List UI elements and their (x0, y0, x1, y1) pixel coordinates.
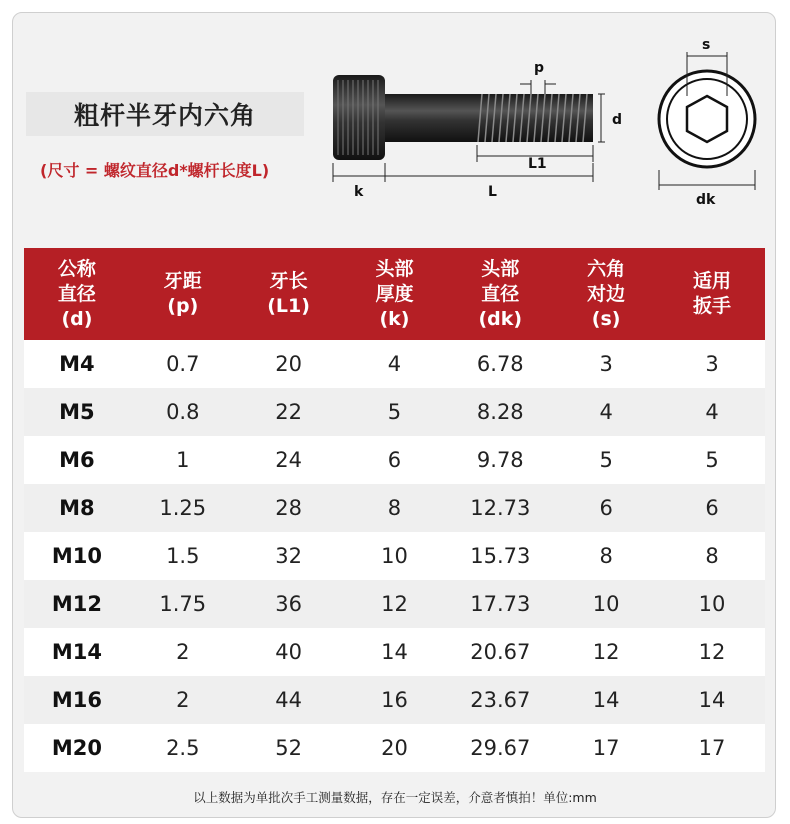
label-d: d (612, 112, 623, 128)
value-cell: 20 (236, 340, 342, 388)
value-cell: 6 (342, 436, 448, 484)
column-header (553, 248, 659, 340)
table-row (24, 676, 765, 724)
value-cell: 5 (659, 436, 765, 484)
column-header-line: 头部 (481, 257, 520, 280)
column-header (236, 248, 342, 340)
value-cell: 8 (553, 532, 659, 580)
value-cell: 2 (130, 676, 236, 724)
size-cell: M12 (24, 580, 130, 628)
value-cell: 2 (130, 628, 236, 676)
column-header-line: (d) (61, 307, 93, 330)
size-cell: M16 (24, 676, 130, 724)
value-cell: 1.5 (130, 532, 236, 580)
value-cell: 10 (553, 580, 659, 628)
value-cell: 4 (659, 388, 765, 436)
value-cell: 0.8 (130, 388, 236, 436)
size-cell: M4 (24, 340, 130, 388)
value-cell: 36 (236, 580, 342, 628)
column-header-line: 牙距 (163, 270, 202, 292)
label-k: k (354, 184, 364, 200)
value-cell: 16 (342, 676, 448, 724)
table-header-row (24, 248, 765, 340)
table-row (24, 388, 765, 436)
value-cell: 9.78 (447, 436, 553, 484)
column-header-line: 牙长 (269, 270, 308, 292)
column-header-line: 扳手 (693, 295, 732, 317)
value-cell: 20 (342, 724, 448, 772)
size-cell: M5 (24, 388, 130, 436)
column-header (130, 248, 236, 340)
value-cell: 0.7 (130, 340, 236, 388)
column-header-line: 直径 (481, 282, 520, 305)
value-cell: 20.67 (447, 628, 553, 676)
value-cell: 1.25 (130, 484, 236, 532)
value-cell: 22 (236, 388, 342, 436)
value-cell: 1.75 (130, 580, 236, 628)
column-header-line: (dk) (478, 307, 523, 330)
value-cell: 5 (342, 388, 448, 436)
bolt-head (333, 75, 385, 160)
size-cell: M8 (24, 484, 130, 532)
bolt-diagram (0, 0, 790, 240)
value-cell: 10 (342, 532, 448, 580)
value-cell: 28 (236, 484, 342, 532)
value-cell: 15.73 (447, 532, 553, 580)
value-cell: 24 (236, 436, 342, 484)
table-row (24, 532, 765, 580)
label-L1: L1 (528, 156, 547, 172)
column-header-line: 厚度 (375, 282, 414, 305)
column-header-line: (s) (591, 307, 621, 330)
value-cell: 17.73 (447, 580, 553, 628)
table-row (24, 628, 765, 676)
column-header-line: 直径 (57, 282, 96, 305)
label-p: p (534, 60, 545, 76)
value-cell: 1 (130, 436, 236, 484)
product-title: 粗杆半牙内六角 (26, 92, 304, 136)
spec-table (24, 248, 765, 772)
table-row (24, 580, 765, 628)
table-row (24, 436, 765, 484)
value-cell: 29.67 (447, 724, 553, 772)
value-cell: 17 (553, 724, 659, 772)
column-header (342, 248, 448, 340)
column-header-line: (p) (167, 295, 199, 317)
value-cell: 44 (236, 676, 342, 724)
column-header-line: 头部 (375, 257, 414, 280)
size-cell: M10 (24, 532, 130, 580)
value-cell: 6.78 (447, 340, 553, 388)
column-header-line: (L1) (267, 295, 310, 317)
value-cell: 6 (659, 484, 765, 532)
value-cell: 2.5 (130, 724, 236, 772)
column-header-line: (k) (379, 307, 410, 330)
table-row (24, 484, 765, 532)
value-cell: 3 (553, 340, 659, 388)
size-cell: M14 (24, 628, 130, 676)
value-cell: 5 (553, 436, 659, 484)
table-row (24, 340, 765, 388)
value-cell: 12.73 (447, 484, 553, 532)
value-cell: 23.67 (447, 676, 553, 724)
value-cell: 6 (553, 484, 659, 532)
column-header (447, 248, 553, 340)
value-cell: 4 (342, 340, 448, 388)
size-note: (尺寸 = 螺纹直径d*螺杆长度L) (40, 161, 270, 180)
label-s: s (702, 37, 711, 53)
footnote: 以上数据为单批次手工测量数据，存在一定误差，介意者慎拍！单位:mm (193, 790, 597, 805)
value-cell: 14 (553, 676, 659, 724)
size-cell: M20 (24, 724, 130, 772)
column-header-line: 对边 (587, 282, 626, 305)
label-L: L (488, 184, 497, 200)
value-cell: 17 (659, 724, 765, 772)
column-header-line: 六角 (587, 257, 626, 280)
value-cell: 14 (659, 676, 765, 724)
value-cell: 8 (342, 484, 448, 532)
value-cell: 12 (342, 580, 448, 628)
value-cell: 8.28 (447, 388, 553, 436)
value-cell: 12 (659, 628, 765, 676)
bolt-end-view (659, 71, 755, 167)
label-dk: dk (696, 192, 716, 208)
column-header (24, 248, 130, 340)
value-cell: 40 (236, 628, 342, 676)
bolt-shank (385, 94, 477, 142)
table-row (24, 724, 765, 772)
column-header-line: 公称 (57, 257, 96, 280)
column-header (659, 248, 765, 340)
table-body (24, 340, 765, 772)
value-cell: 32 (236, 532, 342, 580)
value-cell: 12 (553, 628, 659, 676)
value-cell: 10 (659, 580, 765, 628)
value-cell: 4 (553, 388, 659, 436)
value-cell: 8 (659, 532, 765, 580)
value-cell: 14 (342, 628, 448, 676)
column-header-line: 适用 (693, 270, 732, 292)
value-cell: 52 (236, 724, 342, 772)
size-cell: M6 (24, 436, 130, 484)
value-cell: 3 (659, 340, 765, 388)
